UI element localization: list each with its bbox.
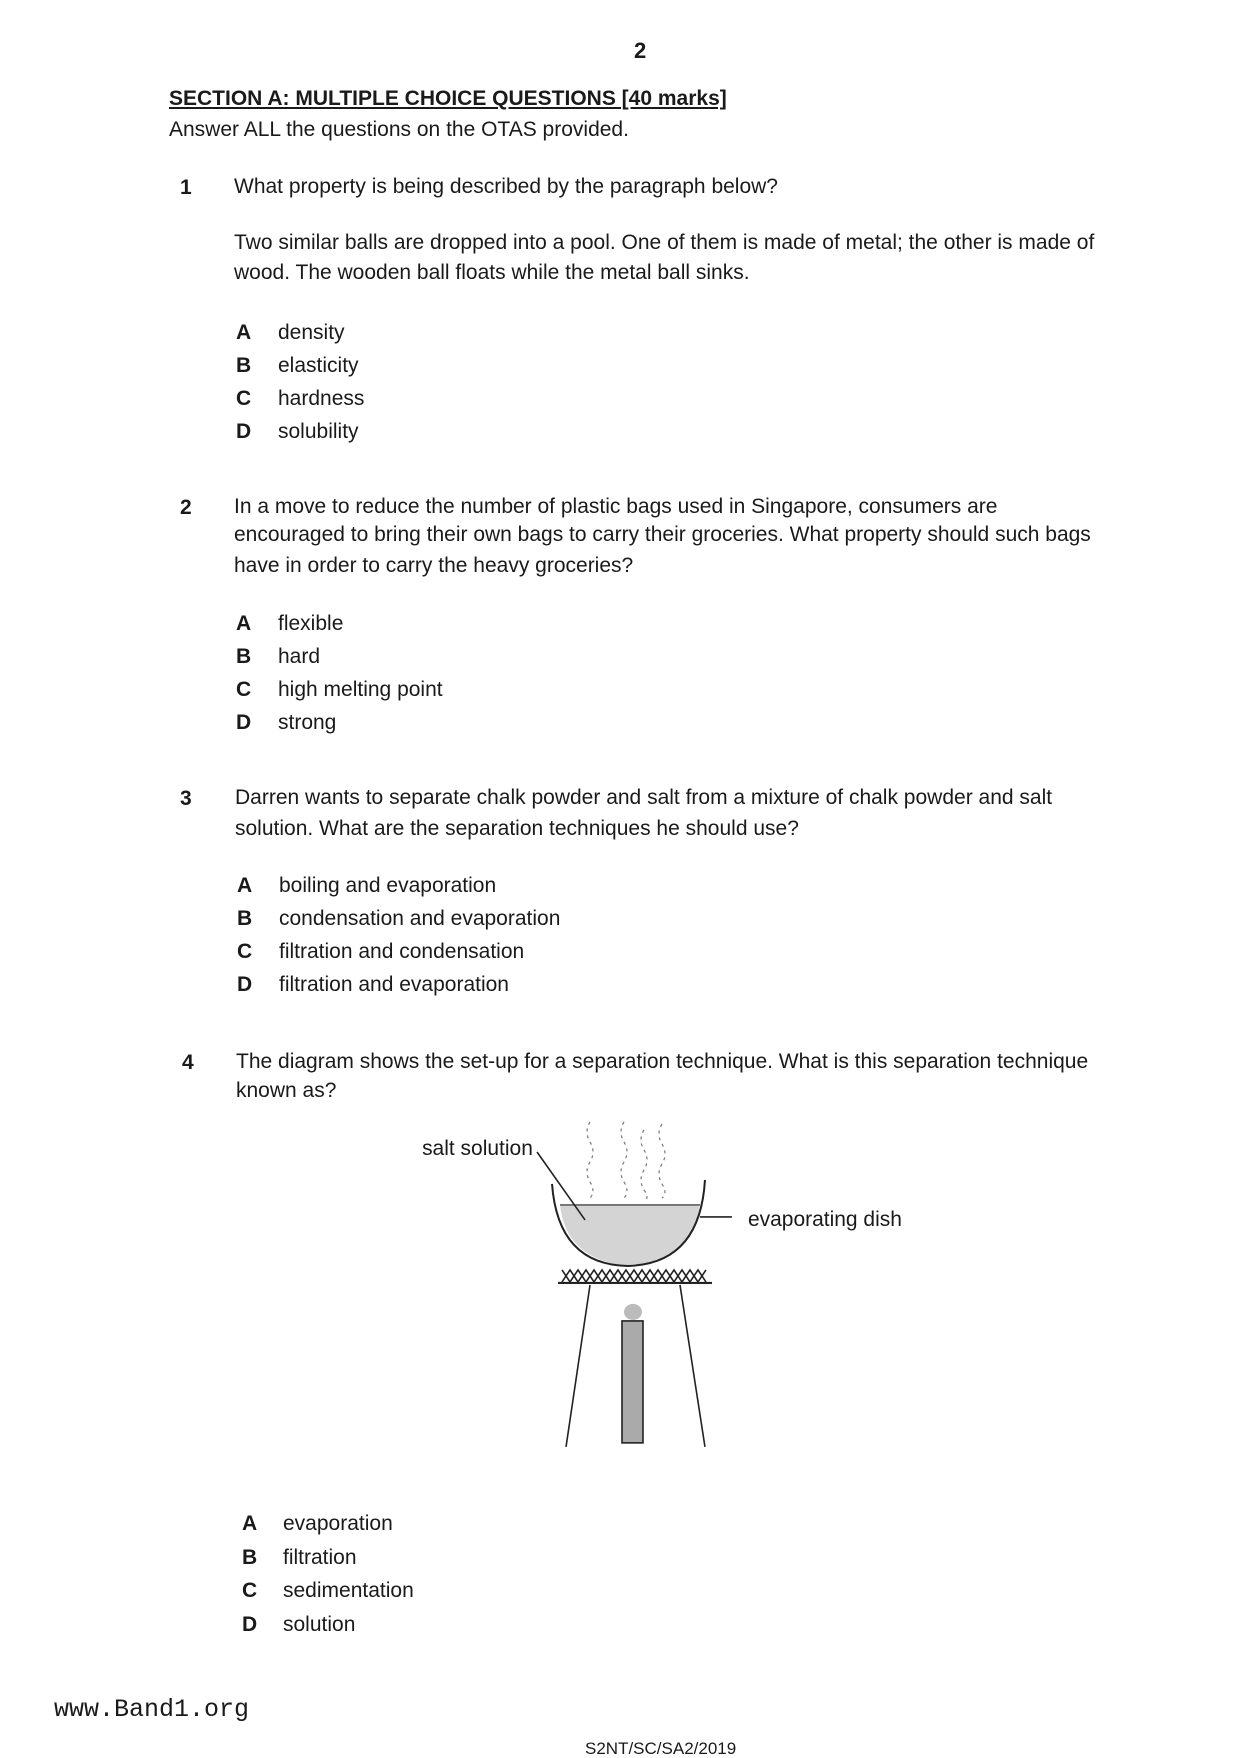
option-text: hardness [278,387,365,410]
option-text: sedimentation [283,1579,414,1602]
tripod-leg [566,1285,590,1447]
option-text: elasticity [278,354,359,377]
wire-gauze [558,1270,712,1283]
option-letter: B [242,1546,258,1569]
footer-code: S2NT/SC/SA2/2019 [585,1739,737,1758]
bunsen-burner [622,1321,643,1443]
option-text: solution [283,1613,356,1636]
option-letter: C [237,940,253,963]
question-3-text-line: Darren wants to separate chalk powder and salt from a mixture of chalk powder and salt [235,786,1053,809]
option-text: filtration [283,1546,357,1569]
option-letter: C [236,387,252,410]
flame-icon [624,1304,642,1320]
question-3-text-line: solution. What are the separation techniques he should use? [235,817,799,840]
question-4-text-line: The diagram shows the set-up for a separation technique. What is this separation technique [236,1050,1089,1073]
option-text: strong [278,711,337,734]
section-instruction: Answer ALL the questions on the OTAS provided. [169,118,629,141]
option-text: flexible [278,612,344,635]
option-text: solubility [278,420,359,443]
question-2-text-line: have in order to carry the heavy groceries? [234,554,634,577]
option-letter: D [237,973,253,996]
option-letter: A [236,612,252,635]
question-1-passage-line: wood. The wooden ball floats while the metal ball sinks. [234,261,750,284]
option-letter: B [237,907,253,930]
evaporating-dish-label: evaporating dish [747,1207,902,1231]
option-text: density [278,321,345,344]
option-letter: D [236,711,252,734]
watermark: www.Band1.org [54,1695,250,1724]
question-number-2: 2 [180,496,192,519]
option-letter: B [236,645,252,668]
option-letter: D [236,420,252,443]
option-text: evaporation [283,1512,393,1535]
option-letter: A [242,1512,258,1535]
question-1-passage-line: Two similar balls are dropped into a pool. One of them is made of metal; the other is made of [234,231,1095,254]
salt-solution-label: salt solution [422,1136,533,1160]
option-letter: A [237,874,253,897]
option-letter: A [236,321,252,344]
option-text: high melting point [278,678,443,701]
tripod-leg [680,1285,705,1447]
question-number-3: 3 [180,787,192,810]
question-1-text: What property is being described by the paragraph below? [234,175,778,198]
option-letter: B [236,354,252,377]
option-text: condensation and evaporation [279,907,561,930]
option-text: hard [278,645,321,668]
option-letter: C [242,1579,258,1602]
question-2-text-line: In a move to reduce the number of plastic bags used in Singapore, consumers are [234,495,998,518]
page-number: 2 [634,38,647,63]
option-text: filtration and condensation [279,940,525,963]
option-text: filtration and evaporation [279,973,509,996]
question-number-1: 1 [180,176,192,199]
evaporation-setup-diagram [400,1100,1000,1480]
steam-icon [587,1122,665,1202]
question-number-4: 4 [182,1051,194,1074]
section-heading: SECTION A: MULTIPLE CHOICE QUESTIONS [40 marks] [169,87,727,110]
question-4-text-line: known as? [236,1079,337,1102]
option-letter: C [236,678,252,701]
option-letter: D [242,1613,258,1636]
question-2-text-line: encouraged to bring their own bags to carry their groceries. What property should such bags [234,523,1091,546]
option-text: boiling and evaporation [279,874,497,897]
